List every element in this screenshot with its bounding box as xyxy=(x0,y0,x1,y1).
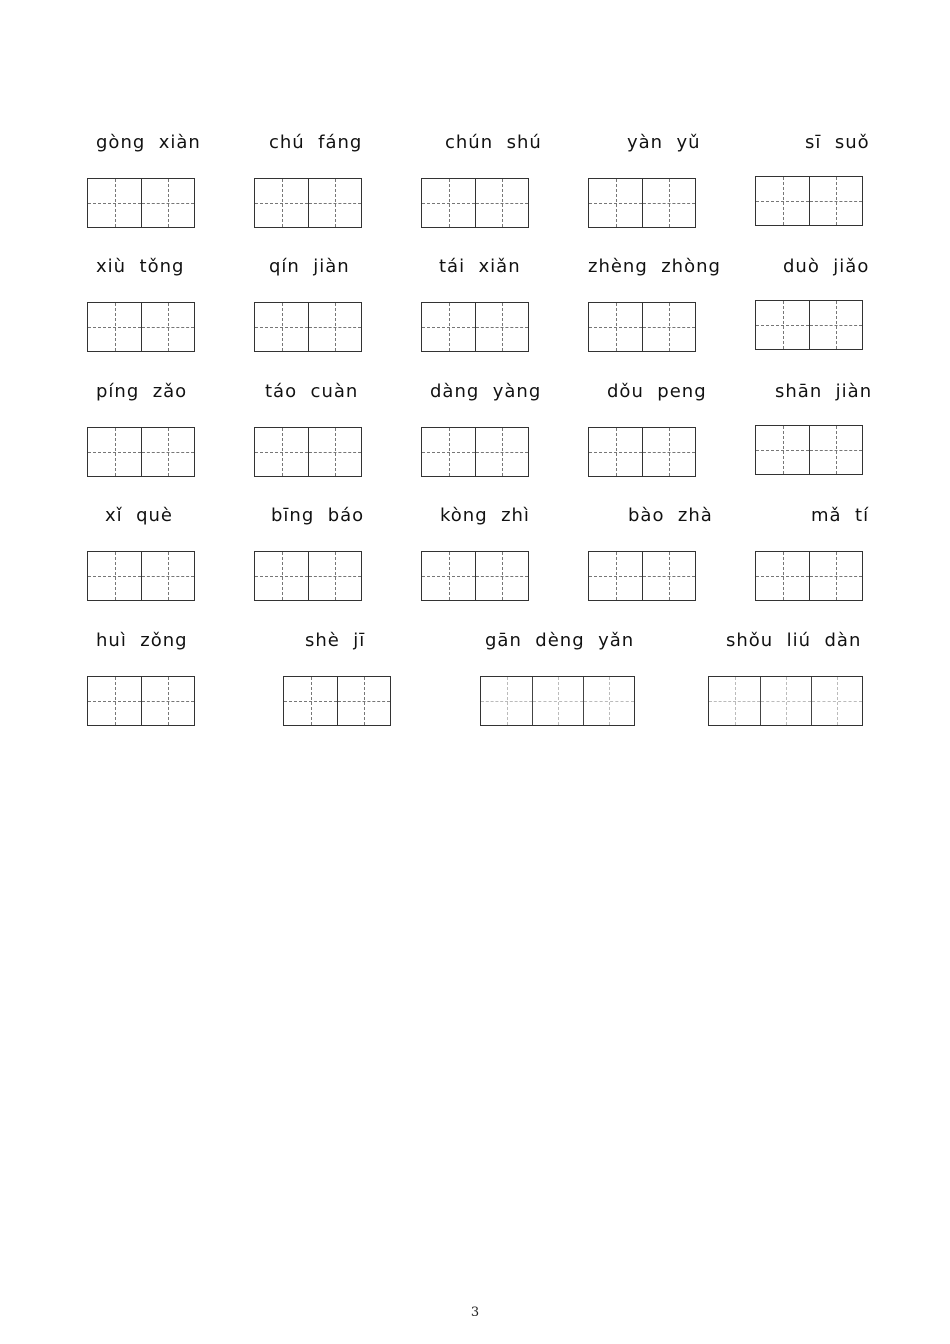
writing-grid[interactable] xyxy=(421,551,529,601)
writing-cell[interactable] xyxy=(811,677,862,725)
pinyin-item xyxy=(480,628,640,738)
pinyin-item xyxy=(755,379,873,489)
writing-cell[interactable] xyxy=(141,428,194,476)
pinyin-item xyxy=(755,130,870,240)
pinyin-label: gòng xiàn xyxy=(96,132,201,153)
writing-grid[interactable] xyxy=(254,551,362,601)
pinyin-item xyxy=(254,254,364,364)
worksheet-row xyxy=(0,254,950,374)
writing-grid[interactable] xyxy=(254,427,362,477)
writing-grid[interactable] xyxy=(755,551,863,601)
writing-cell[interactable] xyxy=(141,303,194,351)
writing-cell[interactable] xyxy=(337,677,390,725)
writing-cell[interactable] xyxy=(756,426,809,474)
writing-grid[interactable] xyxy=(588,551,696,601)
writing-cell[interactable] xyxy=(88,552,141,600)
writing-cell[interactable] xyxy=(589,552,642,600)
writing-grid[interactable] xyxy=(421,427,529,477)
writing-cell[interactable] xyxy=(475,303,528,351)
writing-cell[interactable] xyxy=(809,301,862,349)
writing-cell[interactable] xyxy=(422,552,475,600)
writing-cell[interactable] xyxy=(642,428,695,476)
pinyin-item xyxy=(588,503,712,613)
worksheet-row xyxy=(0,628,950,748)
pinyin-label: duò jiǎo xyxy=(783,256,870,277)
writing-cell[interactable] xyxy=(284,677,337,725)
writing-grid[interactable] xyxy=(87,302,195,352)
writing-grid[interactable] xyxy=(588,427,696,477)
pinyin-label: zhèng zhòng xyxy=(588,256,721,277)
worksheet-row xyxy=(0,503,950,623)
writing-cell[interactable] xyxy=(756,552,809,600)
pinyin-label: shān jiàn xyxy=(775,381,873,402)
writing-grid[interactable] xyxy=(87,676,195,726)
pinyin-item xyxy=(87,254,197,364)
pinyin-label: huì zǒng xyxy=(96,630,188,651)
worksheet-row xyxy=(0,379,950,499)
writing-cell[interactable] xyxy=(756,177,809,225)
pinyin-label: yàn yǔ xyxy=(627,132,701,153)
writing-cell[interactable] xyxy=(642,179,695,227)
pinyin-item xyxy=(254,130,364,240)
pinyin-item xyxy=(87,379,197,489)
writing-grid[interactable] xyxy=(755,425,863,475)
writing-cell[interactable] xyxy=(308,303,361,351)
writing-grid[interactable] xyxy=(254,178,362,228)
writing-cell[interactable] xyxy=(642,303,695,351)
pinyin-label: píng zǎo xyxy=(96,381,188,402)
pinyin-item xyxy=(421,254,531,364)
pinyin-label: dǒu peng xyxy=(607,381,707,402)
writing-cell[interactable] xyxy=(141,677,194,725)
writing-cell[interactable] xyxy=(422,303,475,351)
pinyin-label: xiù tǒng xyxy=(96,256,185,277)
writing-cell[interactable] xyxy=(255,552,308,600)
pinyin-item xyxy=(421,379,542,489)
pinyin-item xyxy=(708,628,868,738)
writing-cell[interactable] xyxy=(475,552,528,600)
writing-cell[interactable] xyxy=(308,552,361,600)
pinyin-label: dàng yàng xyxy=(430,381,542,402)
pinyin-label: shǒu liú dàn xyxy=(726,630,862,651)
pinyin-item xyxy=(755,503,870,613)
writing-cell[interactable] xyxy=(422,179,475,227)
writing-cell[interactable] xyxy=(709,677,760,725)
pinyin-label: tái xiǎn xyxy=(439,256,521,277)
pinyin-item xyxy=(283,628,393,738)
writing-grid[interactable] xyxy=(87,427,195,477)
writing-grid[interactable] xyxy=(254,302,362,352)
writing-cell[interactable] xyxy=(809,552,862,600)
pinyin-item xyxy=(755,254,870,364)
writing-cell[interactable] xyxy=(481,677,532,725)
pinyin-label: sī suǒ xyxy=(805,132,870,153)
writing-cell[interactable] xyxy=(308,179,361,227)
writing-cell[interactable] xyxy=(589,428,642,476)
writing-cell[interactable] xyxy=(583,677,634,725)
writing-grid[interactable] xyxy=(708,676,863,726)
pinyin-item xyxy=(421,130,542,240)
pinyin-item xyxy=(87,628,197,738)
pinyin-label: qín jiàn xyxy=(269,256,350,277)
writing-cell[interactable] xyxy=(88,428,141,476)
pinyin-label: gān dèng yǎn xyxy=(485,630,635,651)
pinyin-label: táo cuàn xyxy=(265,381,359,402)
worksheet-row xyxy=(0,130,950,250)
writing-cell[interactable] xyxy=(809,426,862,474)
writing-cell[interactable] xyxy=(475,428,528,476)
pinyin-label: bào zhà xyxy=(628,505,713,526)
writing-grid[interactable] xyxy=(588,178,696,228)
writing-cell[interactable] xyxy=(532,677,583,725)
pinyin-item xyxy=(588,379,707,489)
pinyin-label: mǎ tí xyxy=(811,505,870,526)
writing-cell[interactable] xyxy=(809,177,862,225)
writing-cell[interactable] xyxy=(760,677,811,725)
writing-cell[interactable] xyxy=(422,428,475,476)
writing-cell[interactable] xyxy=(88,179,141,227)
writing-cell[interactable] xyxy=(589,303,642,351)
writing-cell[interactable] xyxy=(141,179,194,227)
writing-grid[interactable] xyxy=(588,302,696,352)
writing-grid[interactable] xyxy=(87,551,195,601)
pinyin-label: shè jī xyxy=(305,630,366,651)
writing-cell[interactable] xyxy=(756,301,809,349)
pinyin-label: chú fáng xyxy=(269,132,363,153)
writing-cell[interactable] xyxy=(88,303,141,351)
pinyin-item xyxy=(421,503,531,613)
writing-grid[interactable] xyxy=(755,176,863,226)
pinyin-item xyxy=(87,503,197,613)
writing-cell[interactable] xyxy=(308,428,361,476)
writing-cell[interactable] xyxy=(255,303,308,351)
writing-cell[interactable] xyxy=(141,552,194,600)
pinyin-item xyxy=(87,130,201,240)
pinyin-item xyxy=(254,503,364,613)
writing-grid[interactable] xyxy=(421,178,529,228)
writing-cell[interactable] xyxy=(475,179,528,227)
writing-grid[interactable] xyxy=(755,300,863,350)
writing-cell[interactable] xyxy=(589,179,642,227)
pinyin-label: bīng báo xyxy=(271,505,365,526)
pinyin-label: xǐ què xyxy=(105,505,174,526)
writing-grid[interactable] xyxy=(283,676,391,726)
writing-grid[interactable] xyxy=(87,178,195,228)
pinyin-item xyxy=(588,254,721,364)
pinyin-item xyxy=(254,379,364,489)
pinyin-label: kòng zhì xyxy=(440,505,530,526)
writing-cell[interactable] xyxy=(255,428,308,476)
writing-grid[interactable] xyxy=(480,676,635,726)
page-number: 3 xyxy=(470,1305,480,1320)
pinyin-label: chún shú xyxy=(445,132,542,153)
writing-grid[interactable] xyxy=(421,302,529,352)
writing-cell[interactable] xyxy=(255,179,308,227)
writing-cell[interactable] xyxy=(88,677,141,725)
writing-cell[interactable] xyxy=(642,552,695,600)
pinyin-item xyxy=(588,130,701,240)
